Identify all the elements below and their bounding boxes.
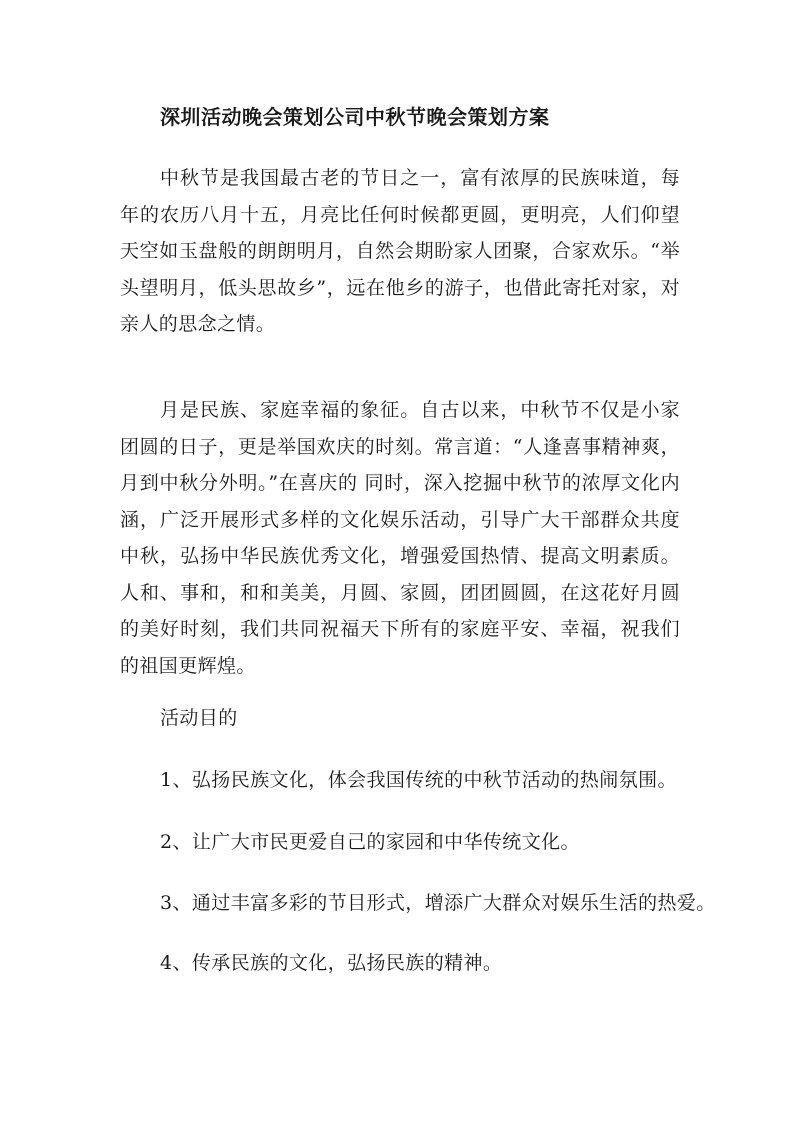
goal-item-2: 2、让广大市民更爱自己的家园和中华传统文化。 bbox=[160, 831, 580, 853]
goal-item-1: 1、弘扬民族文化，体会我国传统的中秋节活动的热闹氛围。 bbox=[160, 769, 677, 791]
intro-paragraph: 中秋节是我国最古老的节日之一，富有浓厚的民族味道，每年的农历八月十五，月亮比任何时候都更圆，更明亮，人们仰望天空如玉盘般的朗朗明月，自然会期盼家人团聚，合家欢乐。“举头望明月，低头思故乡”，远在他乡的游子，也借此寄托对家，对亲人的思念之情。 bbox=[120, 167, 680, 335]
section-heading-activity-goals: 活动目的 bbox=[160, 707, 238, 729]
goal-item-4: 4、传承民族的文化，弘扬民族的精神。 bbox=[160, 952, 503, 974]
document-title: 深圳活动晚会策划公司中秋节晚会策划方案 bbox=[160, 105, 550, 129]
symbolism-paragraph: 月是民族、家庭幸福的象征。自古以来，中秋节不仅是小家团圆的日子，更是举国欢庆的时刻。常言道：“人逢喜事精神爽，月到中秋分外明。”在喜庆的 同时，深入挖掘中秋节的浓厚文化内涵，广泛开展形式多样的文化娱乐活动，引导广大干部群众共度中秋，弘扬中华民族优秀文化，增强爱国热情、提高文明素质。 人和、事和，和和美美，月圆、家圆，团团圆圆，在这花好月圆的美好时刻，我们共同祝福天下所有的家庭平安、幸福，祝我们的祖国更辉煌。 bbox=[120, 399, 680, 677]
goal-item-3: 3、通过丰富多彩的节目形式，增添广大群众对娱乐生活的热爱。 bbox=[160, 892, 716, 914]
